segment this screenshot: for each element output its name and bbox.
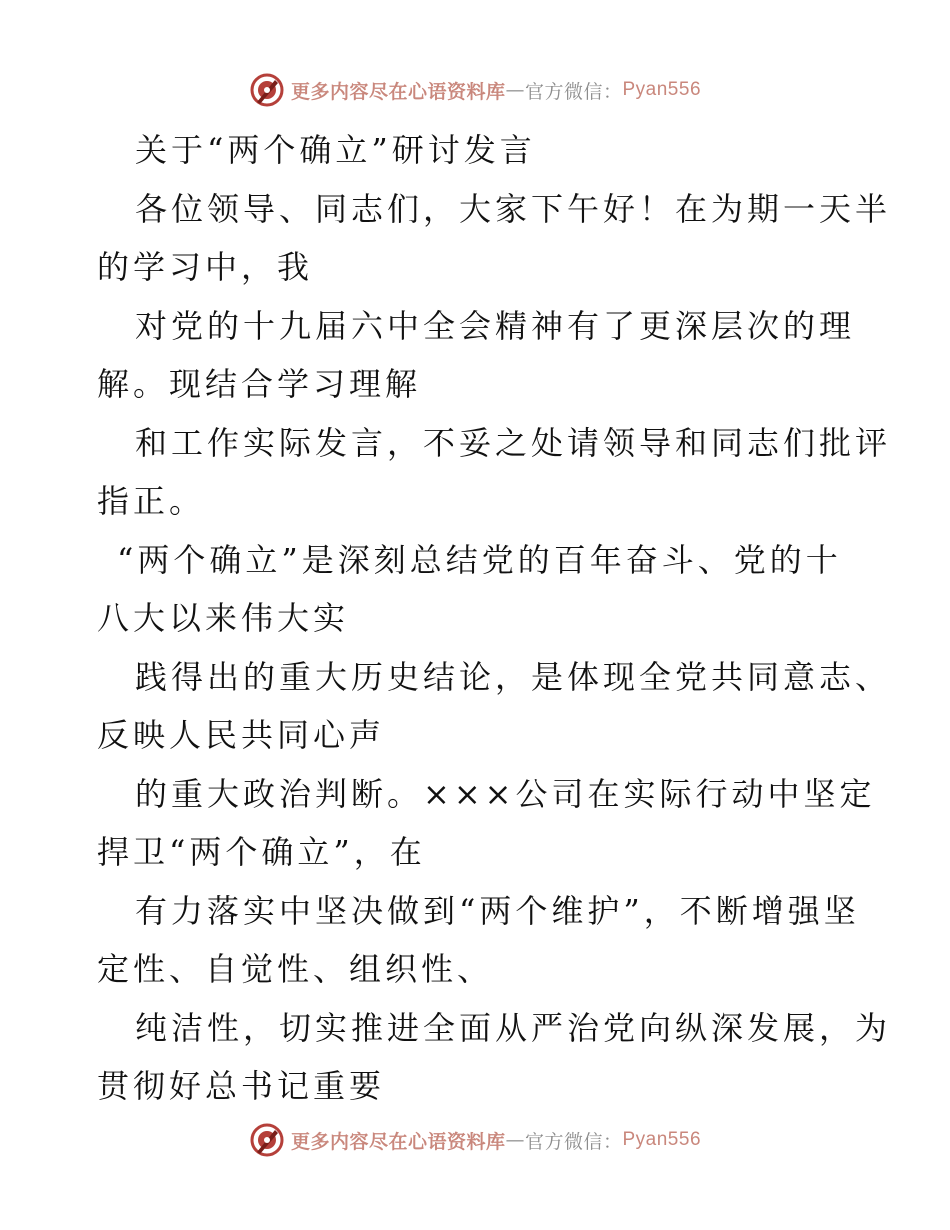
watermark-dash: —: [505, 79, 525, 101]
watermark-handle: Pyan556: [622, 1129, 702, 1150]
footer-watermark: [0, 1118, 950, 1162]
watermark-text: [291, 77, 701, 104]
text-line: 解。现结合学习理解: [97, 365, 422, 403]
text-line: 对党的十九届六中全会精神有了更深层次的理: [135, 306, 856, 345]
document-title: 关于“两个确立”研讨发言: [135, 131, 536, 169]
watermark-text: [291, 1127, 701, 1154]
text-line: 指正。: [97, 482, 206, 520]
text-line: 纯洁性，切实推进全面从严治党向纵深发展，为: [135, 1008, 892, 1047]
text-line: 定性、自觉性、组织性、: [97, 950, 494, 988]
watermark-label: 官方微信：: [524, 80, 623, 103]
text-line: 捍卫“两个确立”，在: [97, 833, 426, 871]
watermark-dash: —: [505, 1129, 525, 1151]
text-line: 各位领导、同志们，大家下午好！在为期一天半: [135, 189, 892, 228]
text-line: 的重大政治判断。×××公司在实际行动中坚定: [135, 774, 876, 813]
text-line: 反映人民共同心声: [97, 716, 386, 754]
text-line: 的学习中，我: [97, 248, 314, 286]
text-line: 和工作实际发言，不妥之处请领导和同志们批评: [135, 423, 892, 462]
header-watermark: [0, 68, 950, 112]
text-line: 八大以来伟大实: [97, 599, 350, 637]
text-line: “两个确立”是深刻总结党的百年奋斗、党的十: [117, 540, 842, 579]
text-line: 践得出的重大历史结论，是体现全党共同意志、: [135, 657, 892, 696]
pen-logo-icon: [249, 1122, 285, 1158]
watermark-handle: Pyan556: [622, 79, 702, 100]
watermark-label: 官方微信：: [524, 1130, 623, 1153]
text-line: 有力落实中坚决做到“两个维护”，不断增强坚: [135, 891, 860, 930]
watermark-brand: 更多内容尽在心语资料库: [290, 1130, 506, 1153]
text-line: 贯彻好总书记重要: [97, 1067, 386, 1105]
watermark-brand: 更多内容尽在心语资料库: [290, 80, 506, 103]
document-body: [97, 121, 892, 1116]
pen-logo-icon: [249, 72, 285, 108]
